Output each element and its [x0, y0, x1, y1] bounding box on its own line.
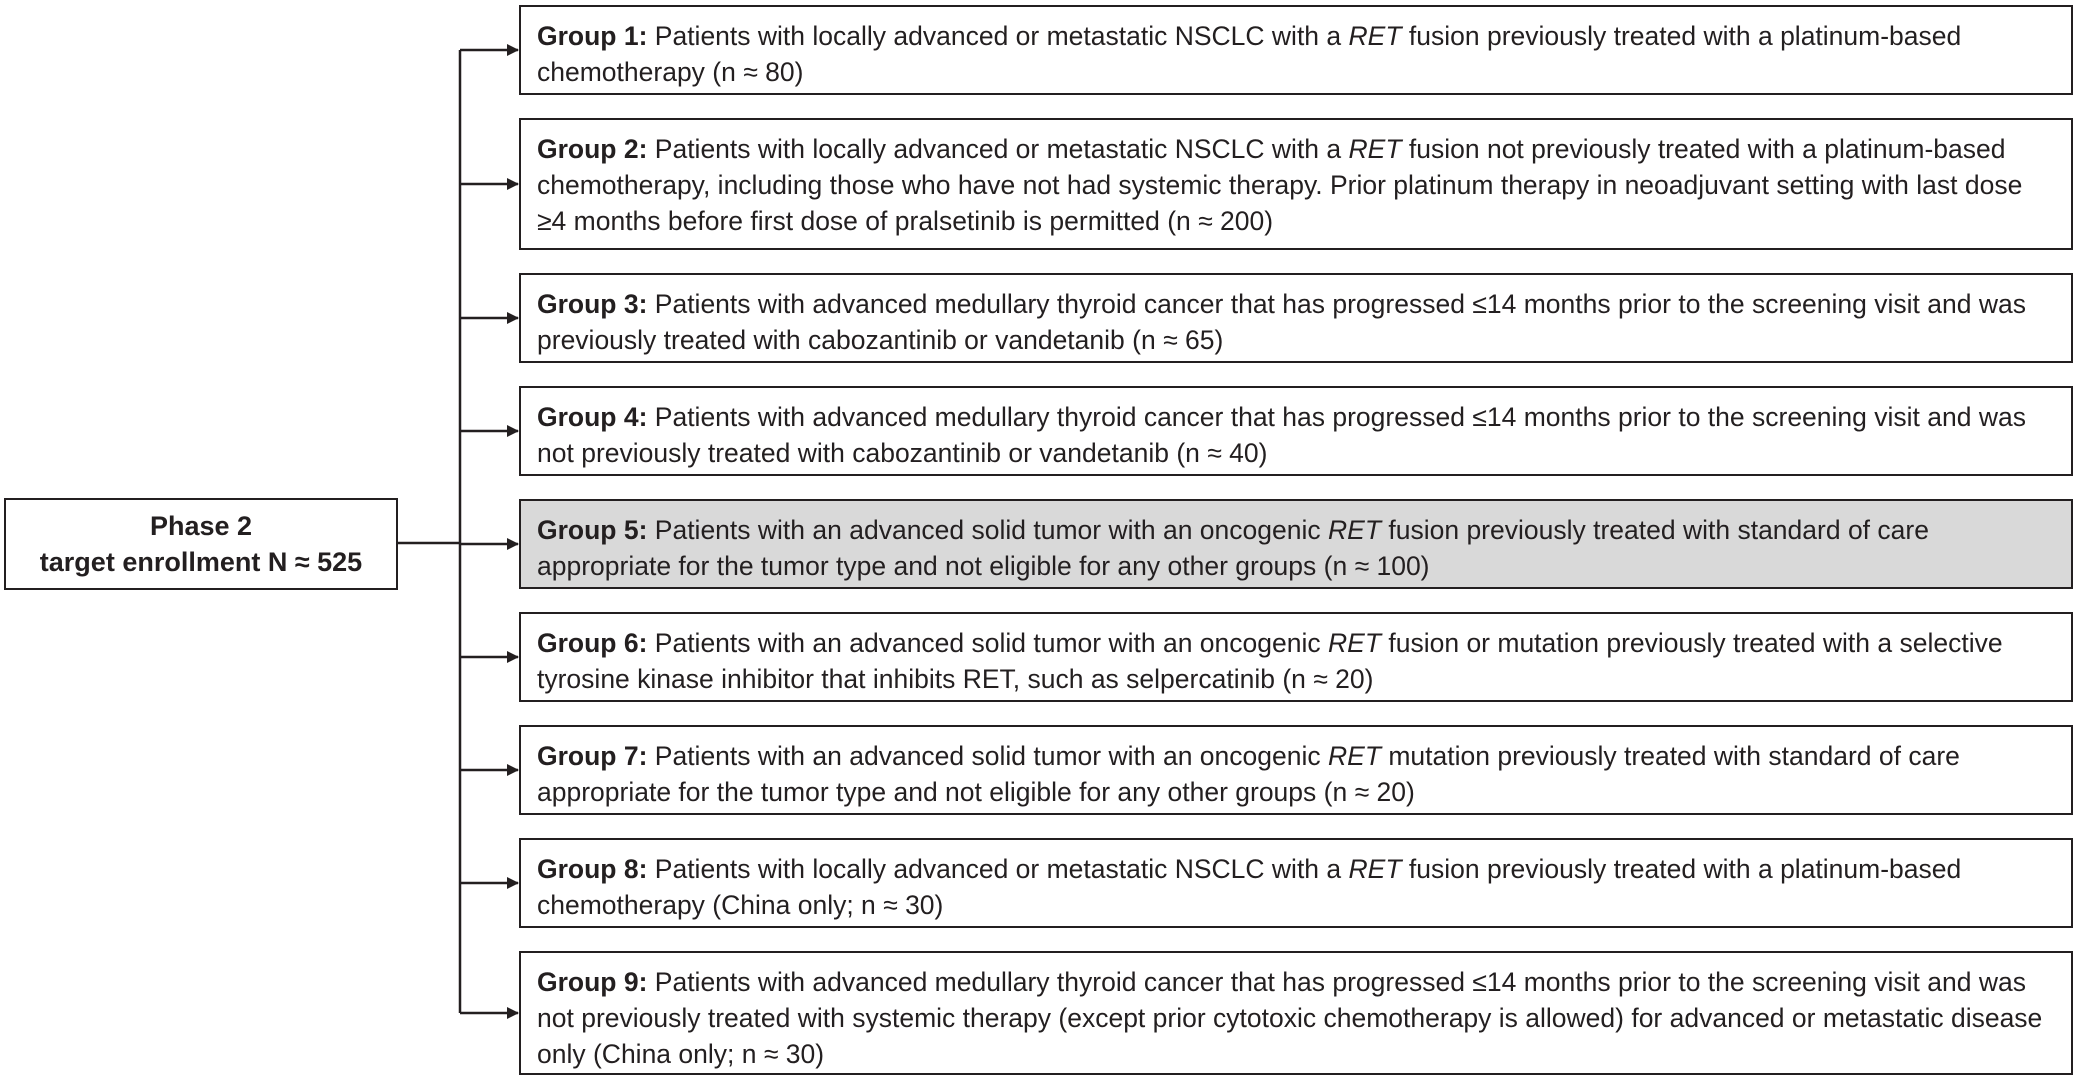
group-label: Group 9:	[537, 967, 648, 997]
gene-name-italic: RET	[1348, 854, 1402, 884]
group-description: Patients with locally advanced or metastatic NSCLC with a	[647, 21, 1349, 51]
gene-name-italic: RET	[1328, 741, 1381, 771]
group-box-6	[519, 612, 2073, 702]
group-description: Patients with advanced medullary thyroid cancer that has progressed ≤14 months prior to the screening visit and was not previously treated with cabozantinib or vandetanib (n ≈ 40)	[537, 402, 2026, 468]
group-box-4	[519, 386, 2073, 476]
group-description: fusion previously treated with a platinum-based chemotherapy (China only; n ≈ 30)	[537, 854, 1962, 920]
group-label: Group 2:	[537, 134, 648, 164]
group-label: Group 3:	[537, 289, 648, 319]
group-label: Group 4:	[537, 402, 648, 432]
group-label: Group 6:	[537, 628, 648, 658]
phase-target-enrollment: target enrollment N ≈ 525	[39, 547, 363, 577]
group-box-2	[519, 118, 2073, 250]
group-label: Group 5:	[537, 515, 648, 545]
gene-name-italic: RET	[1328, 515, 1381, 545]
group-description: Patients with an advanced solid tumor with an oncogenic	[647, 628, 1328, 658]
gene-name-italic: RET	[1348, 134, 1402, 164]
group-description: Patients with an advanced solid tumor with an oncogenic	[647, 515, 1328, 545]
group-description: Patients with locally advanced or metastatic NSCLC with a	[647, 134, 1349, 164]
group-box-3	[519, 273, 2073, 363]
group-box-5	[519, 499, 2073, 589]
group-description: fusion previously treated with a platinum-based chemotherapy (n ≈ 80)	[537, 21, 1962, 87]
group-label: Group 7:	[537, 741, 648, 771]
phase-2-enrollment-box	[4, 498, 398, 590]
group-description: Patients with locally advanced or metastatic NSCLC with a	[647, 854, 1349, 884]
group-description: fusion not previously treated with a platinum-based chemotherapy, including those who have not had systemic therapy. Prior platinum therapy in neoadjuvant setting with last dose ≥4 months before first dose of pralsetinib is permitted (n ≈ 200)	[537, 134, 2023, 236]
group-description: fusion or mutation previously treated with a selective tyrosine kinase inhibitor that inhibits RET, such as selpercatinib (n ≈ 20)	[537, 628, 2003, 694]
group-description: mutation previously treated with standard of care appropriate for the tumor type and not eligible for any other groups (n ≈ 20)	[537, 741, 1960, 807]
group-description: Patients with an advanced solid tumor with an oncogenic	[647, 741, 1328, 771]
group-description: fusion previously treated with standard of care appropriate for the tumor type and not eligible for any other groups (n ≈ 100)	[537, 515, 1929, 581]
group-description: Patients with advanced medullary thyroid cancer that has progressed ≤14 months prior to the screening visit and was not previously treated with systemic therapy (except prior cytotoxic chemotherapy is allowed) for advanced or metastatic disease only (China only; n ≈ 30)	[537, 967, 2043, 1069]
group-box-8	[519, 838, 2073, 928]
group-box-1	[519, 5, 2073, 95]
gene-name-italic: RET	[1348, 21, 1402, 51]
group-box-7	[519, 725, 2073, 815]
group-label: Group 1:	[537, 21, 648, 51]
gene-name-italic: RET	[1328, 628, 1381, 658]
group-description: Patients with advanced medullary thyroid cancer that has progressed ≤14 months prior to the screening visit and was previously treated with cabozantinib or vandetanib (n ≈ 65)	[537, 289, 2026, 355]
group-box-9	[519, 951, 2073, 1075]
phase-title: Phase 2	[149, 511, 253, 541]
group-label: Group 8:	[537, 854, 648, 884]
